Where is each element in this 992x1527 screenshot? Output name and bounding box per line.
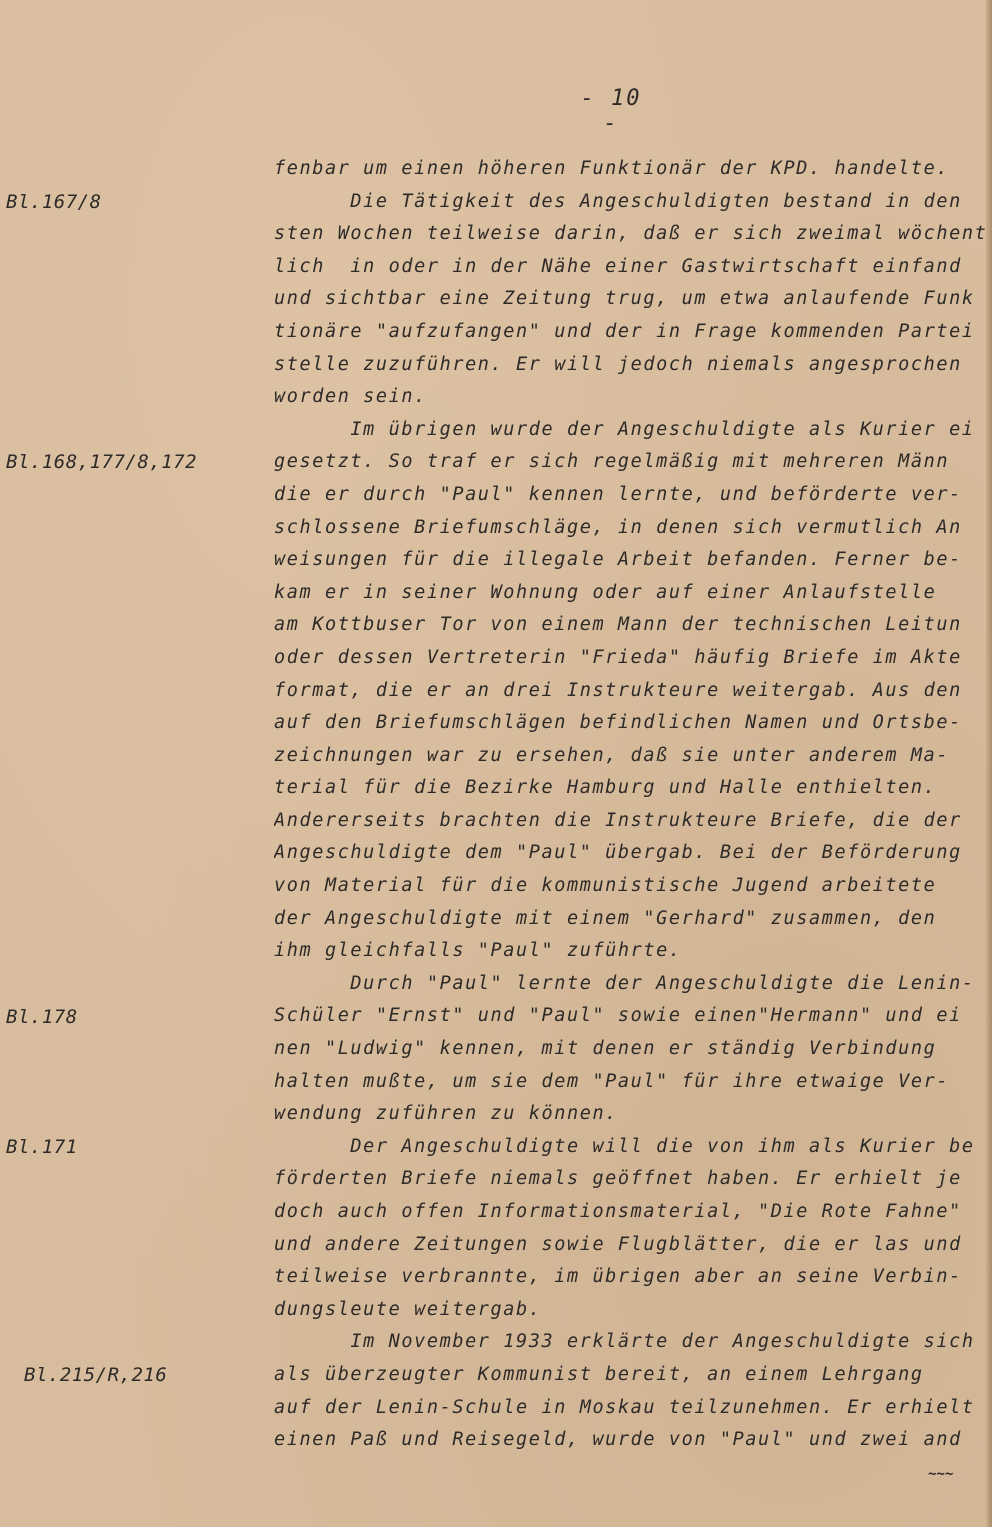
text-line: und sichtbar eine Zeitung trug, um etwa anlaufende Funk (274, 288, 975, 310)
body-text (274, 153, 992, 1473)
text-line: halten mußte, um sie dem "Paul" für ihre etwaige Ver- (274, 1070, 950, 1092)
text-line: und andere Zeitungen sowie Flugblätter, die er las und (274, 1233, 962, 1255)
text-line: wendung zuführen zu können. (274, 1103, 618, 1125)
continuation-mark: ~~~ (928, 1466, 954, 1482)
text-line: worden sein. (274, 386, 427, 408)
text-line: am Kottbuser Tor von einem Mann der technischen Leitun (274, 614, 962, 636)
text-line: kam er in seiner Wohnung oder auf einer Anlaufstelle (274, 581, 937, 603)
text-line: Der Angeschuldigte will die von ihm als Kurier be (274, 1135, 975, 1157)
text-line: Die Tätigkeit des Angeschuldigten bestand in den (274, 190, 962, 212)
text-line: terial für die Bezirke Hamburg und Halle enthielten. (274, 777, 937, 799)
text-line: Im übrigen wurde der Angeschuldigte als Kurier ei (274, 418, 975, 440)
text-line: schlossene Briefumschläge, in denen sich vermutlich An (274, 516, 962, 538)
text-line: auf der Lenin-Schule in Moskau teilzunehmen. Er erhielt (274, 1396, 975, 1418)
text-line: nen "Ludwig" kennen, mit denen er ständig Verbindung (274, 1038, 937, 1060)
text-line: Angeschuldigte dem "Paul" übergab. Bei der Beförderung (274, 842, 962, 864)
text-line: oder dessen Vertreterin "Frieda" häufig Briefe im Akte (274, 646, 962, 668)
text-line: weisungen für die illegale Arbeit befanden. Ferner be- (274, 549, 962, 571)
text-line: sten Wochen teilweise darin, daß er sich zweimal wöchent (274, 223, 988, 245)
text-line: Durch "Paul" lernte der Angeschuldigte die Lenin- (274, 972, 975, 994)
margin-reference: Bl.215/R,216 (24, 1364, 168, 1387)
text-line: von Material für die kommunistische Jugend arbeitete (274, 875, 937, 897)
text-line: zeichnungen war zu ersehen, daß sie unter anderem Ma- (274, 744, 950, 766)
margin-reference: Bl.167/8 (6, 190, 102, 213)
margin-reference: Bl.168,177/8,172 (6, 451, 198, 474)
text-line: ihm gleichfalls "Paul" zuführte. (274, 940, 682, 962)
text-line: Schüler "Ernst" und "Paul" sowie einen"Hermann" und ei (274, 1005, 962, 1027)
text-line: stelle zuzuführen. Er will jedoch niemals angesprochen (274, 353, 962, 375)
text-line: gesetzt. So traf er sich regelmäßig mit mehreren Männ (274, 451, 950, 473)
text-line: einen Paß und Reisegeld, wurde von "Paul" und zwei and (274, 1429, 962, 1451)
margin-reference: Bl.178 (6, 1005, 78, 1028)
text-line: teilweise verbrannte, im übrigen aber an seine Verbin- (274, 1266, 962, 1288)
text-line: als überzeugter Kommunist bereit, an einem Lehrgang (274, 1363, 924, 1385)
text-line: format, die er an drei Instrukteure weitergab. Aus den (274, 679, 962, 701)
text-line: lich in oder in der Nähe einer Gastwirtschaft einfand (274, 255, 962, 277)
text-line: dungsleute weitergab. (274, 1298, 542, 1320)
text-line: Andererseits brachten die Instrukteure Briefe, die der (274, 809, 962, 831)
margin-reference: Bl.171 (6, 1136, 78, 1158)
text-line: förderten Briefe niemals geöffnet haben. Er erhielt je (274, 1168, 962, 1190)
margin-references (0, 0, 260, 1527)
text-line: tionäre "aufzufangen" und der in Frage kommenden Partei (274, 320, 975, 342)
text-line: die er durch "Paul" kennen lernte, und beförderte ver- (274, 483, 962, 505)
text-line: auf den Briefumschlägen befindlichen Namen und Ortsbe- (274, 712, 962, 734)
text-line: fenbar um einen höheren Funktionär der KPD. handelte. (274, 158, 950, 179)
text-line: doch auch offen Informationsmaterial, "Die Rote Fahne" (274, 1201, 962, 1222)
page-number: - 10 - (580, 86, 642, 136)
text-line: Im November 1933 erklärte der Angeschuldigte sich (274, 1331, 975, 1353)
text-line: der Angeschuldigte mit einem "Gerhard" zusammen, den (274, 907, 937, 929)
